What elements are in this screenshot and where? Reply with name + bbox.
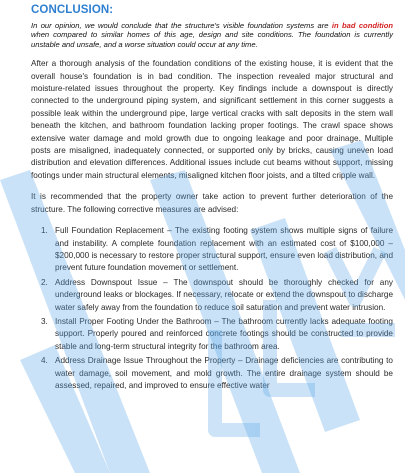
- recommendation-text: Full Foundation Replacement – The existing footing system shows multiple signs of failure and instability. A complete foundation replacement with an estimated cost of $100,000 – $200,000 is necessary to restore proper structural support, ensure even load distribution, and prevent future foundation movement or settlement.: [55, 226, 393, 273]
- recommendation-intro: It is recommended that the property owner take action to prevent further deterioration of the structure. The following corrective measures are advised:: [31, 192, 393, 214]
- document-page: [31, 4, 393, 394]
- recommendation-text: Address Downspout Issue – The downspout should be thoroughly checked for any underground leaks or blockages. If necessary, relocate or extend the downspout to discharge water safely away from the foundation to reduce soil saturation and prevent water intrusion.: [55, 277, 393, 312]
- recommendation-item: [41, 316, 393, 353]
- summary-text-after: when compared to similar homes of this age, design and site conditions. The foundation is currently unstable and unsafe, and a worse situation could occur at any time.: [31, 30, 393, 49]
- summary-text-before: In our opinion, we would conclude that the structure's visible foundation systems are: [31, 21, 332, 30]
- recommendation-text: Install Proper Footing Under the Bathroom – The bathroom currently lacks adequate footing support. Properly poured and reinforced concrete footings should be constructed to provide stable and long-term structural integrity for the bathroom area.: [55, 316, 393, 351]
- recommendations-list: [31, 225, 393, 392]
- recommendation-item: [41, 225, 393, 275]
- recommendation-item: [41, 277, 393, 314]
- recommendation-number: 4.: [41, 356, 48, 366]
- recommendation-number: 1.: [41, 226, 48, 236]
- recommendation-text: Address Drainage Issue Throughout the Property – Drainage deficiencies are contributing to water damage, soil movement, and mold growth. The entire drainage system should be assessed, repaired, and improved to ensure effective water: [55, 356, 393, 390]
- findings-paragraph: After a thorough analysis of the foundation conditions of the existing house, it is evident that the overall house's foundation is in bad condition. The inspection revealed major structural and moisture-related issues throughout the property. Key findings include a downspout is directly connected to the underground piping system, and significant settlement in this corner suggests a possible leak within the underground pipe, large vertical cracks with salt deposits in the stem wall beneath the kitchen, and bathroom foundation lacking proper footings. The crawl space shows extensive water damage and mold growth due to ongoing leakage and poor drainage. Multiple posts are misaligned, inadequately connected, or supported only by bricks, causing uneven load distribution and elevation differences. Additional issues include cut beams without support, missing footings under main structural elements, misaligned kitchen floor joists, and a tilted cripple wall.: [31, 59, 393, 180]
- recommendation-item: [41, 355, 393, 392]
- conclusion-summary: [31, 21, 393, 49]
- summary-highlight: in bad condition: [331, 21, 393, 30]
- conclusion-heading: CONCLUSION:: [31, 4, 114, 16]
- recommendation-number: 2.: [41, 277, 48, 287]
- recommendation-number: 3.: [41, 316, 48, 326]
